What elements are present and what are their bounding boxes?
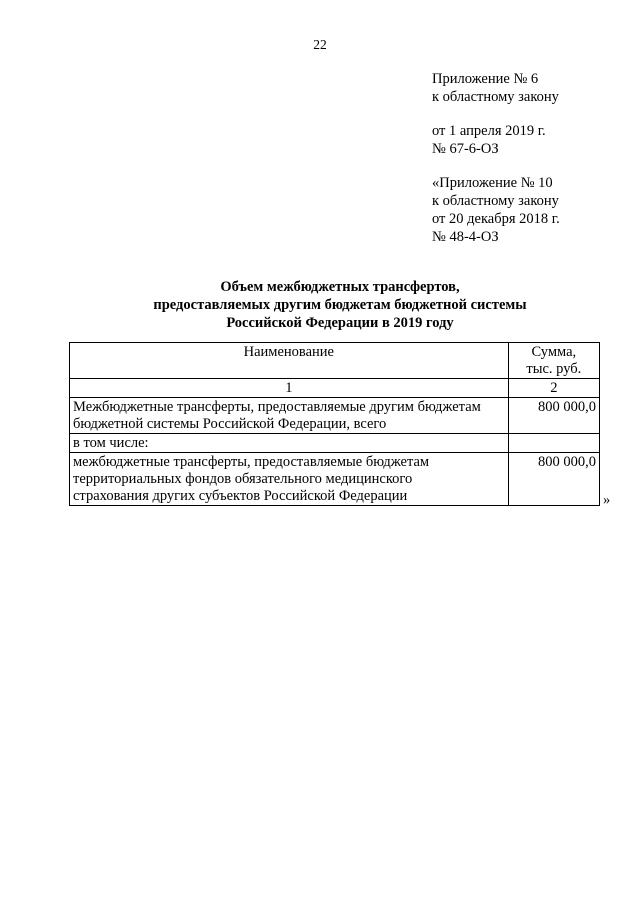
amended-appendix-date: от 20 декабря 2018 г. <box>432 211 560 227</box>
amended-appendix-reference <box>432 174 632 246</box>
row-name-line: в том числе: <box>73 435 149 451</box>
appendix-date: от 1 апреля 2019 г. <box>432 123 546 139</box>
header-sum-line-1: Сумма, <box>531 344 577 360</box>
header-sum <box>508 343 599 379</box>
row-name-line: межбюджетные трансферты, предоставляемые бюджетам <box>73 454 430 470</box>
appendix-date-block <box>432 122 632 158</box>
row-name-line: бюджетной системы Российской Федерации, всего <box>73 416 387 432</box>
row-name <box>70 434 509 453</box>
amended-appendix-law-ref: к областному закону <box>432 193 559 209</box>
appendix-title: Приложение № 6 <box>432 71 539 87</box>
title-line-2: предоставляемых другим бюджетам бюджетной системы <box>153 297 527 313</box>
table-row <box>70 398 600 434</box>
header-sum-line-2: тыс. руб. <box>526 361 582 377</box>
title-line-1: Объем межбюджетных трансфертов, <box>220 279 460 295</box>
appendix-law-ref: к областному закону <box>432 89 559 105</box>
table-row <box>70 453 600 506</box>
header-name: Наименование <box>70 343 509 379</box>
page-number: 22 <box>313 37 327 52</box>
row-name <box>70 453 509 506</box>
column-number-1: 1 <box>70 379 509 398</box>
transfers-table <box>69 342 600 506</box>
appendix-number: № 67-6-ОЗ <box>432 141 499 157</box>
row-name-line: территориальных фондов обязательного медицинского <box>73 471 413 487</box>
row-sum: 800 000,0 <box>508 398 599 434</box>
row-name-line: страхования других субъектов Российской Федерации <box>73 488 408 504</box>
appendix-reference <box>432 70 632 106</box>
table-header-row <box>70 343 600 379</box>
column-numbers-row <box>70 379 600 398</box>
column-number-2: 2 <box>508 379 599 398</box>
row-name-line: Межбюджетные трансферты, предоставляемые другим бюджетам <box>73 399 481 415</box>
title-line-3: Российской Федерации в 2019 году <box>226 315 454 331</box>
amended-appendix-title: «Приложение № 10 <box>432 175 553 191</box>
table-row <box>70 434 600 453</box>
amended-appendix-number: № 48-4-ОЗ <box>432 229 499 245</box>
row-sum <box>508 434 599 453</box>
document-title <box>0 278 640 332</box>
row-sum: 800 000,0 <box>508 453 599 506</box>
row-name <box>70 398 509 434</box>
closing-quote: » <box>603 492 611 508</box>
